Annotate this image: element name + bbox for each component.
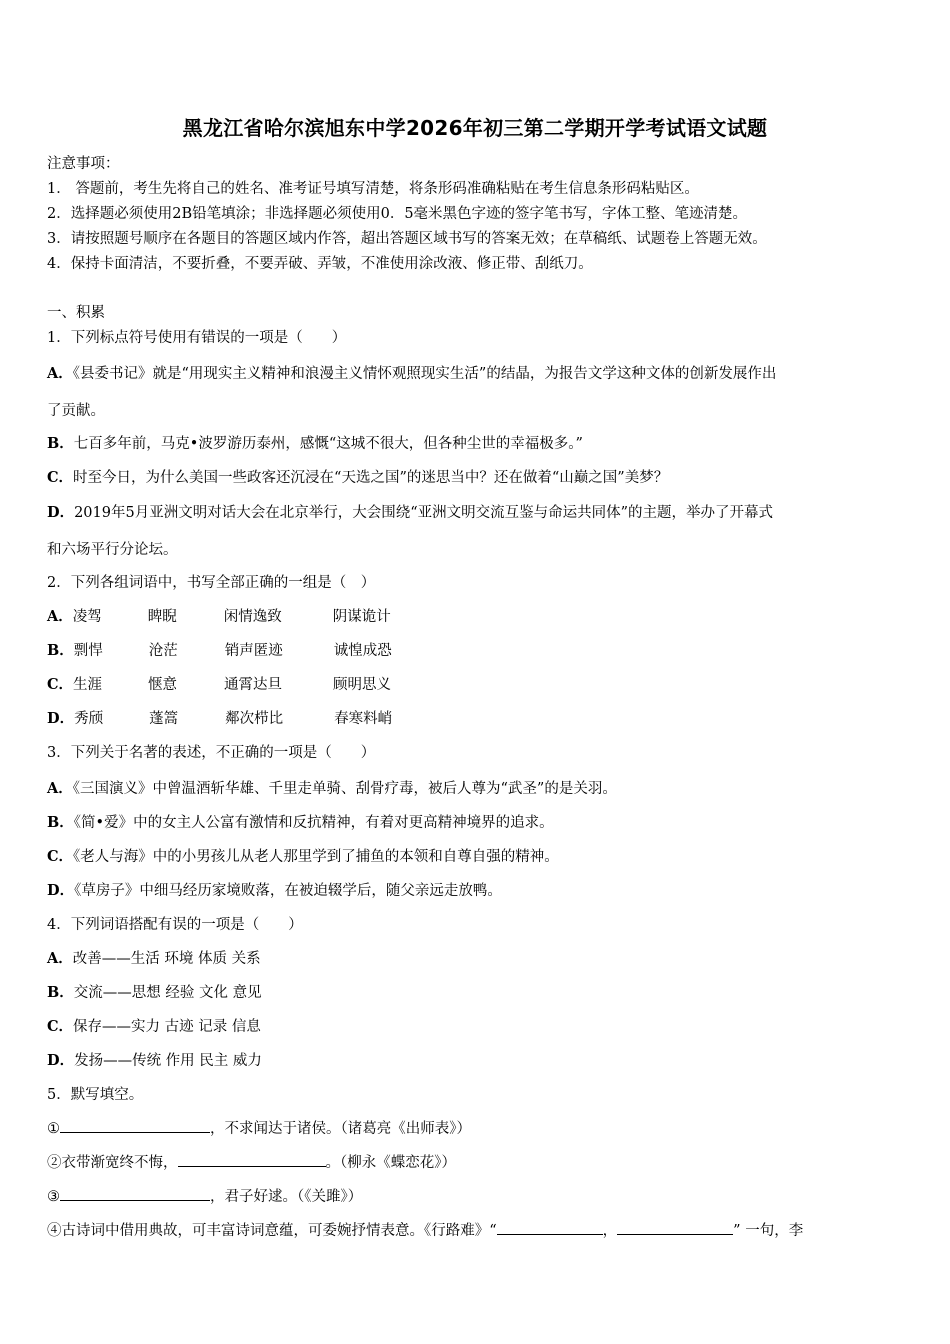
word: 蓬篙 bbox=[149, 711, 179, 727]
item-text: ，君子好逑。（《关雎》） bbox=[210, 1189, 363, 1205]
option-text: 发扬——传统 作用 民主 威力 bbox=[74, 1053, 262, 1069]
item-text: ， bbox=[602, 1223, 618, 1239]
word: 生涯 bbox=[73, 677, 103, 693]
q4-option-a bbox=[47, 947, 261, 968]
q1-option-c bbox=[47, 466, 668, 487]
word: 剽悍 bbox=[73, 643, 103, 659]
word: 惬意 bbox=[148, 677, 178, 693]
word: 春寒料峭 bbox=[334, 711, 393, 727]
item-text: 。（柳永《蝶恋花》） bbox=[325, 1155, 456, 1171]
word: 销声匿迹 bbox=[224, 643, 283, 659]
answer-blank[interactable] bbox=[617, 1220, 733, 1235]
q5-item-1 bbox=[47, 1117, 471, 1138]
question-5-stem: 5．默写填空。 bbox=[47, 1087, 144, 1103]
q1-option-d-continuation: 和六场平行分论坛。 bbox=[47, 542, 178, 558]
option-label: C． bbox=[47, 676, 74, 693]
notice-heading: 注意事项： bbox=[47, 156, 120, 172]
option-text: 2019年5月亚洲文明对话大会在北京举行，大会围绕“亚洲文明交流互鉴与命运共同体”的主题，举办了开幕式 bbox=[74, 505, 774, 521]
word: 睥睨 bbox=[147, 609, 177, 625]
option-text: 改善——生活 环境 体质 关系 bbox=[72, 951, 261, 967]
question-3-stem: 3．下列关于名著的表述，不正确的一项是（ ） bbox=[47, 745, 376, 761]
item-marker: ① bbox=[47, 1121, 60, 1137]
option-text: 保存——实力 古迹 记录 信息 bbox=[73, 1019, 261, 1035]
option-label: A． bbox=[47, 950, 73, 967]
notice-item: 1． 答题前，考生先将自己的姓名、准考证号填写清楚，将条形码准确粘贴在考生信息条形码粘贴区。 bbox=[47, 181, 699, 197]
option-label: D． bbox=[47, 882, 75, 899]
notice-item: 4．保持卡面清洁，不要折叠，不要弄破、弄皱，不准使用涂改液、修正带、刮纸刀。 bbox=[47, 256, 593, 272]
word: 秀颀 bbox=[74, 711, 104, 727]
option-text: 时至今日，为什么美国一些政客还沉浸在“天选之国”的迷思当中？还在做着“山巅之国”美梦？ bbox=[73, 470, 669, 486]
item-text: ④古诗词中借用典故，可丰富诗词意蕴，可委婉抒情表意。《行路难》“ bbox=[47, 1223, 497, 1239]
question-1-stem: 1．下列标点符号使用有错误的一项是（ ） bbox=[47, 330, 347, 346]
word: 诚惶成恐 bbox=[333, 643, 392, 659]
item-text: ，不求闻达于诸侯。（诸葛亮《出师表》） bbox=[210, 1121, 471, 1137]
word: 通霄达旦 bbox=[224, 677, 283, 693]
q1-option-b bbox=[47, 432, 583, 453]
notice-item: 3．请按照题号顺序在各题目的答题区域内作答，超出答题区域书写的答案无效；在草稿纸、试题卷上答题无效。 bbox=[47, 231, 767, 247]
option-text: 七百多年前，马克•波罗游历泰州，感慨“这城不很大，但各种尘世的幸福极多。” bbox=[73, 436, 583, 452]
item-marker: ③ bbox=[47, 1189, 60, 1205]
q1-option-d bbox=[47, 501, 773, 522]
q2-option-b bbox=[47, 639, 392, 660]
q3-option-b bbox=[47, 811, 554, 832]
q2-option-c bbox=[47, 673, 391, 694]
word: 闲情逸致 bbox=[223, 609, 282, 625]
option-label: A． bbox=[47, 365, 73, 382]
word: 鄰次栉比 bbox=[225, 711, 284, 727]
q1-option-a bbox=[47, 362, 776, 383]
q4-option-c bbox=[47, 1015, 261, 1036]
option-label: A． bbox=[47, 780, 73, 797]
option-label: D． bbox=[47, 504, 75, 521]
q4-option-b bbox=[47, 981, 262, 1002]
q2-option-a bbox=[47, 605, 391, 626]
page-title: 黑龙江省哈尔滨旭东中学2026年初三第二学期开学考试语文试题 bbox=[182, 116, 768, 140]
word: 阴谋诡计 bbox=[332, 609, 391, 625]
answer-blank[interactable] bbox=[60, 1118, 210, 1133]
q5-item-3 bbox=[47, 1185, 362, 1206]
option-label: B． bbox=[47, 435, 74, 452]
option-label: C． bbox=[47, 848, 74, 865]
option-text: 《县委书记》就是“用现实主义精神和浪漫主义情怀观照现实生活”的结晶，为报告文学这种文体的创新发展作出 bbox=[72, 366, 777, 382]
option-text: 交流——思想 经验 文化 意见 bbox=[73, 985, 262, 1001]
answer-blank[interactable] bbox=[178, 1152, 326, 1167]
option-label: B． bbox=[47, 642, 74, 659]
q3-option-c bbox=[47, 845, 559, 866]
q2-option-d bbox=[47, 707, 392, 728]
option-text: 《简•爱》中的女主人公富有激情和反抗精神，有着对更高精神境界的追求。 bbox=[73, 815, 554, 831]
option-label: D． bbox=[47, 710, 75, 727]
answer-blank[interactable] bbox=[497, 1220, 603, 1235]
word: 凌驾 bbox=[72, 609, 102, 625]
question-2-stem: 2．下列各组词语中，书写全部正确的一组是（ ） bbox=[47, 575, 376, 591]
q4-option-d bbox=[47, 1049, 262, 1070]
option-label: C． bbox=[47, 1018, 74, 1035]
option-label: B． bbox=[47, 814, 74, 831]
option-text: 《三国演义》中曾温酒斩华雄、千里走单骑、刮骨疗毒，被后人尊为“武圣”的是关羽。 bbox=[72, 781, 617, 797]
word: 沧茫 bbox=[148, 643, 178, 659]
q3-option-d bbox=[47, 879, 502, 900]
question-4-stem: 4．下列词语搭配有误的一项是（ ） bbox=[47, 917, 303, 933]
q3-option-a bbox=[47, 777, 617, 798]
option-text: 《老人与海》中的小男孩儿从老人那里学到了捕鱼的本领和自尊自强的精神。 bbox=[73, 849, 559, 865]
q1-option-a-continuation: 了贡献。 bbox=[47, 403, 105, 419]
option-label: C． bbox=[47, 469, 74, 486]
word: 顾明思义 bbox=[333, 677, 392, 693]
answer-blank[interactable] bbox=[60, 1186, 210, 1201]
section-heading: 一、积累 bbox=[47, 305, 105, 321]
option-text: 《草房子》中细马经历家境败落，在被迫辍学后，随父亲远走放鸭。 bbox=[74, 883, 502, 899]
q5-item-4 bbox=[47, 1219, 803, 1240]
option-label: D． bbox=[47, 1052, 75, 1069]
option-label: A． bbox=[47, 608, 73, 625]
item-text: ” 一句，李 bbox=[733, 1223, 804, 1239]
option-label: B． bbox=[47, 984, 74, 1001]
q5-item-2 bbox=[47, 1151, 456, 1172]
notice-item: 2．选择题必须使用2B铅笔填涂；非选择题必须使用0．5毫米黑色字迹的签字笔书写，字体工整、笔迹清楚。 bbox=[47, 206, 748, 222]
item-text: ②衣带渐宽终不悔， bbox=[47, 1155, 178, 1171]
